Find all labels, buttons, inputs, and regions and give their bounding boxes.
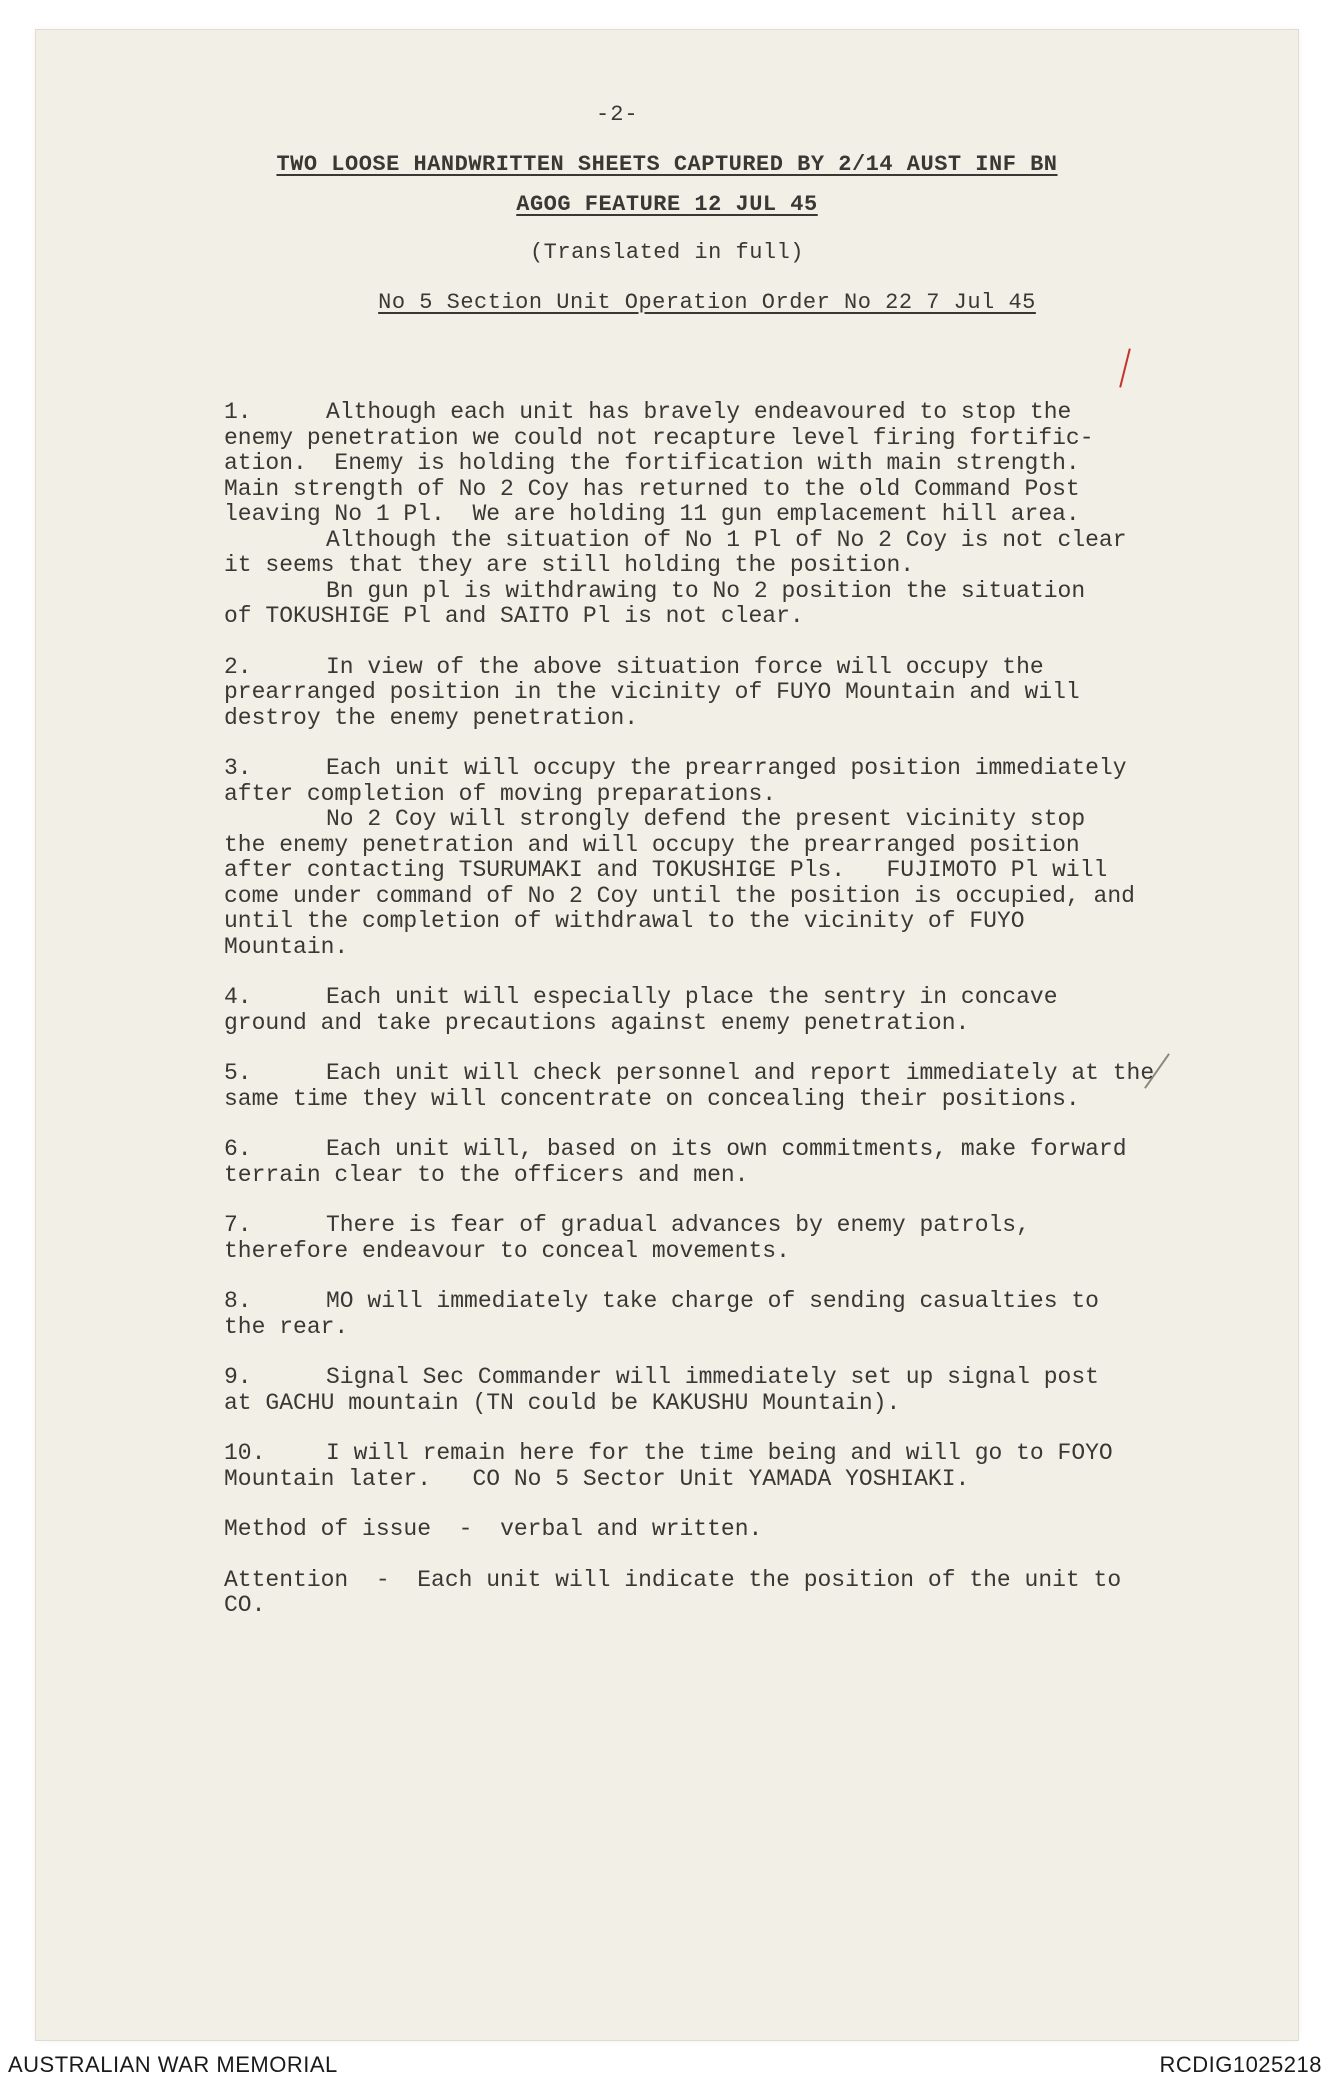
- paragraph-10: [224, 1441, 1274, 1492]
- paragraph-line: Main strength of No 2 Coy has returned to the old Command Post: [224, 475, 1080, 502]
- paragraph-line: MO will immediately take charge of sending casualties to: [326, 1288, 1099, 1314]
- paragraph-line: after contacting TSURUMAKI and TOKUSHIGE Pls. FUJIMOTO Pl will: [224, 857, 1108, 883]
- order-title: No 5 Section Unit Operation Order No 22 7 Jul 45: [378, 290, 1036, 315]
- paragraph-line: Each unit will occupy the prearranged position immediately: [326, 755, 1127, 781]
- paragraph-line: Although the situation of No 1 Pl of No 2 Coy is not clear: [326, 526, 1127, 553]
- paragraph-line: therefore endeavour to conceal movements.: [224, 1237, 790, 1264]
- paragraph-line: I will remain here for the time being and will go to FOYO: [326, 1440, 1113, 1466]
- paragraph-line: until the completion of withdrawal to the vicinity of FUYO: [224, 908, 1025, 934]
- paragraph-line: Each unit will especially place the sentry in concave: [326, 984, 1058, 1010]
- paragraph-line: ation. Enemy is holding the fortification with main strength.: [224, 450, 1080, 476]
- document-subtitle-feature: AGOG FEATURE 12 JUL 45: [516, 192, 818, 217]
- paragraph-number: 1.: [224, 399, 252, 425]
- paragraph-line: the enemy penetration and will occupy the prearranged position: [224, 831, 1080, 858]
- paragraph-line: Each unit will, based on its own commitments, make forward: [326, 1136, 1127, 1162]
- paragraph-line: Each unit will check personnel and report immediately at the: [326, 1060, 1155, 1086]
- attention-line: CO.: [224, 1592, 266, 1618]
- paragraph-number: 6.: [224, 1136, 252, 1162]
- paragraph-line: ground and take precautions against enemy penetration.: [224, 1009, 970, 1036]
- typed-page: [36, 30, 1298, 2040]
- paragraph-line: prearranged position in the vicinity of FUYO Mountain and will: [224, 679, 1080, 705]
- paragraph-line: destroy the enemy penetration.: [224, 704, 639, 731]
- method-value: - verbal and written.: [458, 1516, 763, 1542]
- paragraph-line: terrain clear to the officers and men.: [224, 1161, 749, 1188]
- attention-note: [224, 1568, 1274, 1619]
- paragraph-line: enemy penetration we could not recapture level firing fortific-: [224, 424, 1094, 451]
- paragraph-number: 7.: [224, 1212, 252, 1238]
- paragraph-7: [224, 1213, 1274, 1264]
- paragraph-line: of TOKUSHIGE Pl and SAITO Pl is not clear.: [224, 603, 804, 629]
- paragraph-line: Mountain later. CO No 5 Sector Unit YAMADA YOSHIAKI.: [224, 1465, 970, 1492]
- paragraph-line: There is fear of gradual advances by enemy patrols,: [326, 1212, 1030, 1238]
- paragraph-8: [224, 1289, 1274, 1340]
- paragraph-number: 5.: [224, 1060, 252, 1086]
- paragraph-line: at GACHU mountain (TN could be KAKUSHU Mountain).: [224, 1389, 901, 1416]
- paragraph-2: [224, 655, 1274, 732]
- paragraph-number: 3.: [224, 755, 252, 781]
- order-body: [224, 400, 1274, 1644]
- paragraph-line: it seems that they are still holding the position.: [224, 552, 915, 578]
- paragraph-line: Mountain.: [224, 933, 349, 960]
- paragraph-number: 4.: [224, 984, 252, 1010]
- page-number: -2-: [596, 102, 639, 127]
- paragraph-line: leaving No 1 Pl. We are holding 11 gun emplacement hill area.: [224, 501, 1080, 527]
- paragraph-line: same time they will concentrate on concealing their positions.: [224, 1085, 1080, 1112]
- paragraph-number: 9.: [224, 1364, 252, 1390]
- attention-line: Attention - Each unit will indicate the position of the unit to: [224, 1566, 1122, 1593]
- paragraph-line: Signal Sec Commander will immediately set up signal post: [326, 1364, 1099, 1390]
- paragraph-number: 2.: [224, 653, 252, 680]
- translation-note: (Translated in full): [529, 240, 805, 265]
- paragraph-1: [224, 400, 1274, 630]
- method-label: Method of issue: [224, 1516, 432, 1542]
- paragraph-3: [224, 756, 1274, 960]
- archive-id: RCDIG1025218: [1159, 2052, 1322, 2077]
- paragraph-6: [224, 1137, 1274, 1188]
- paragraph-line: In view of the above situation force will occupy the: [326, 653, 1044, 680]
- archive-credit: AUSTRALIAN WAR MEMORIAL: [8, 2052, 338, 2077]
- paragraph-line: Bn gun pl is withdrawing to No 2 position the situation: [326, 577, 1086, 604]
- paragraph-line: come under command of No 2 Coy until the position is occupied, and: [224, 882, 1135, 909]
- paragraph-line: the rear.: [224, 1313, 349, 1340]
- document-title: TWO LOOSE HANDWRITTEN SHEETS CAPTURED BY 2/14 AUST INF BN: [276, 152, 1058, 177]
- paragraph-line: No 2 Coy will strongly defend the present vicinity stop: [326, 806, 1086, 832]
- paragraph-9: [224, 1365, 1274, 1416]
- paragraph-4: [224, 985, 1274, 1036]
- paragraph-number: 10.: [224, 1440, 266, 1466]
- red-tick-mark: [1119, 348, 1131, 387]
- method-of-issue: [224, 1517, 1274, 1543]
- paragraph-line: after completion of moving preparations.: [224, 780, 777, 807]
- document-sheet: [36, 30, 1298, 2040]
- paragraph-5: [224, 1061, 1274, 1112]
- paragraph-line: Although each unit has bravely endeavoured to stop the: [326, 399, 1072, 425]
- paragraph-number: 8.: [224, 1288, 252, 1314]
